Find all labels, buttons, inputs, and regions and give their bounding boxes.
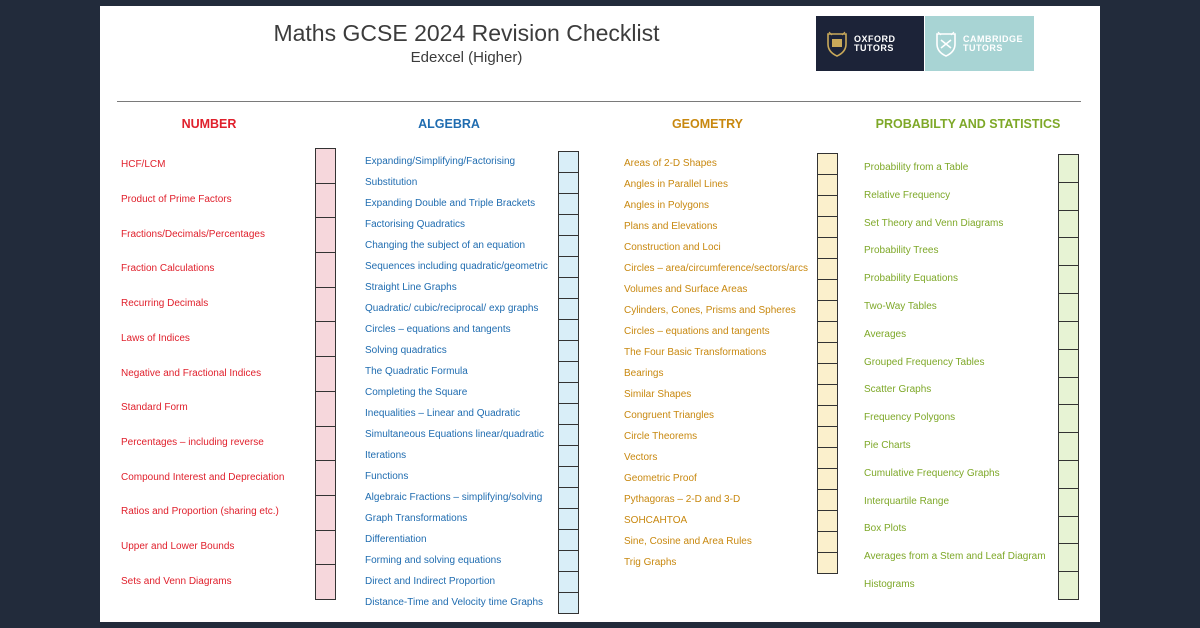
checkbox-probability[interactable] (1058, 488, 1079, 517)
checkbox-probability[interactable] (1058, 349, 1079, 378)
checkbox-probability[interactable] (1058, 543, 1079, 572)
checklist-item-probability: Interquartile Range (864, 495, 950, 507)
checkbox-geometry[interactable] (817, 510, 838, 532)
checklist-item-probability: Grouped Frequency Tables (864, 356, 985, 368)
checklist-item-algebra: Solving quadratics (365, 344, 447, 356)
checklist-item-geometry: Circles – equations and tangents (624, 325, 770, 337)
checklist-item-number: Fraction Calculations (121, 263, 215, 275)
checkbox-geometry[interactable] (817, 384, 838, 406)
checklist-item-algebra: Expanding Double and Triple Brackets (365, 197, 536, 209)
cambridge-tutors-logo (925, 16, 1034, 71)
oxford-tutors-logo (816, 16, 924, 71)
checklist-item-algebra: Direct and Indirect Proportion (365, 575, 496, 587)
checklist-item-algebra: Circles – equations and tangents (365, 323, 511, 335)
checkbox-number[interactable] (315, 252, 336, 288)
checkbox-algebra[interactable] (558, 403, 579, 425)
checklist-item-geometry: Construction and Loci (624, 241, 721, 253)
checklist-item-number: Percentages – including reverse (121, 436, 264, 448)
checkbox-probability[interactable] (1058, 432, 1079, 461)
checkbox-algebra[interactable] (558, 550, 579, 572)
checklist-item-algebra: Inequalities – Linear and Quadratic (365, 407, 521, 419)
checkbox-geometry[interactable] (817, 216, 838, 238)
checklist-item-geometry: Angles in Polygons (624, 199, 710, 211)
checkbox-geometry[interactable] (817, 195, 838, 217)
checklist-item-geometry: Trig Graphs (624, 556, 677, 568)
checklist-item-number: Recurring Decimals (121, 298, 209, 310)
cambridge-logo-line2: TUTORS (963, 42, 1003, 53)
checklist-item-probability: Pie Charts (864, 440, 911, 452)
oxford-logo-line1: OXFORD (854, 33, 896, 44)
checkbox-algebra[interactable] (558, 256, 579, 278)
checklist-item-geometry: Geometric Proof (624, 472, 697, 484)
checklist-item-probability: Averages from a Stem and Leaf Diagram (864, 551, 1046, 563)
checkbox-geometry[interactable] (817, 237, 838, 259)
checkbox-algebra[interactable] (558, 529, 579, 551)
checkbox-number[interactable] (315, 183, 336, 218)
oxford-logo-line2: TUTORS (854, 42, 894, 53)
checklist-item-geometry: The Four Basic Transformations (624, 346, 767, 358)
page-title: Maths GCSE 2024 Revision Checklist (273, 20, 660, 46)
checklist-item-algebra: Completing the Square (365, 386, 468, 398)
checklist-item-number: Fractions/Decimals/Percentages (121, 228, 265, 240)
checklist-item-geometry: SOHCAHTOA (624, 514, 688, 526)
checklist-item-algebra: Sequences including quadratic/geometric (365, 260, 548, 272)
page-subtitle: Edexcel (Higher) (410, 49, 523, 66)
checkbox-number[interactable] (315, 287, 336, 322)
checkbox-geometry[interactable] (817, 279, 838, 301)
checkbox-algebra[interactable] (558, 466, 579, 488)
checklist-item-number: Standard Form (121, 402, 188, 414)
checklist-item-probability: Probability Equations (864, 273, 958, 285)
checkbox-algebra[interactable] (558, 298, 579, 320)
checklist-item-algebra: Algebraic Fractions – simplifying/solving (365, 491, 543, 503)
checklist-item-geometry: Volumes and Surface Areas (624, 283, 748, 295)
checklist-item-probability: Scatter Graphs (864, 384, 932, 396)
checkbox-probability[interactable] (1058, 516, 1079, 544)
checkbox-algebra[interactable] (558, 487, 579, 509)
checkbox-algebra[interactable] (558, 508, 579, 530)
checklist-item-geometry: Pythagoras – 2-D and 3-D (624, 493, 741, 505)
checkbox-number[interactable] (315, 564, 336, 600)
checklist-item-number: Upper and Lower Bounds (121, 540, 235, 552)
checklist-item-probability: Probability from a Table (864, 161, 969, 173)
cambridge-logo-line1: CAMBRIDGE (963, 33, 1023, 44)
checkbox-probability[interactable] (1058, 377, 1079, 405)
checkbox-algebra[interactable] (558, 571, 579, 593)
checklist-item-algebra: Graph Transformations (365, 512, 468, 524)
checkbox-geometry[interactable] (817, 531, 838, 553)
checklist-item-geometry: Areas of 2-D Shapes (624, 157, 717, 169)
checkbox-probability[interactable] (1058, 321, 1079, 350)
checklist-item-algebra: Distance-Time and Velocity time Graphs (365, 596, 544, 608)
checklist-item-number: Ratios and Proportion (sharing etc.) (121, 506, 279, 518)
checklist-item-algebra: Quadratic/ cubic/reciprocal/ exp graphs (365, 302, 539, 314)
checkbox-probability[interactable] (1058, 293, 1079, 322)
checkbox-probability[interactable] (1058, 182, 1079, 211)
checklist-item-probability: Box Plots (864, 523, 907, 535)
checkbox-algebra[interactable] (558, 319, 579, 341)
checkbox-geometry[interactable] (817, 258, 838, 280)
cambridge-crest-icon (935, 31, 957, 57)
checklist-item-algebra: The Quadratic Formula (365, 365, 468, 377)
checklist-item-geometry: Similar Shapes (624, 388, 692, 400)
checkbox-algebra[interactable] (558, 277, 579, 299)
checkbox-algebra[interactable] (558, 592, 579, 614)
checkbox-geometry[interactable] (817, 405, 838, 427)
checkbox-probability[interactable] (1058, 154, 1079, 183)
checkbox-geometry[interactable] (817, 342, 838, 364)
checkbox-geometry[interactable] (817, 363, 838, 385)
checklist-item-algebra: Expanding/Simplifying/Factorising (365, 155, 516, 167)
checkbox-probability[interactable] (1058, 210, 1079, 238)
checkbox-algebra[interactable] (558, 172, 579, 194)
checkbox-geometry[interactable] (817, 174, 838, 196)
checkbox-algebra[interactable] (558, 382, 579, 404)
checkbox-probability[interactable] (1058, 571, 1079, 600)
checkbox-geometry[interactable] (817, 489, 838, 511)
checkbox-number[interactable] (315, 460, 336, 496)
checkbox-algebra[interactable] (558, 340, 579, 362)
checklist-item-geometry: Cylinders, Cones, Prisms and Spheres (624, 304, 796, 316)
checkbox-geometry[interactable] (817, 426, 838, 448)
checkbox-algebra[interactable] (558, 235, 579, 257)
header-divider (117, 101, 1081, 102)
checklist-item-number: Laws of Indices (121, 332, 190, 344)
checklist-item-algebra: Functions (365, 470, 409, 482)
checkbox-probability[interactable] (1058, 237, 1079, 266)
checklist-item-algebra: Factorising Quadratics (365, 218, 466, 230)
checklist-item-probability: Averages (864, 328, 907, 340)
checkbox-algebra[interactable] (558, 193, 579, 215)
checklist-item-probability: Probability Trees (864, 245, 939, 257)
checkbox-number[interactable] (315, 391, 336, 427)
column-heading-geometry: GEOMETRY (671, 117, 744, 131)
checkbox-number[interactable] (315, 217, 336, 253)
checklist-item-number: Compound Interest and Depreciation (121, 471, 285, 483)
checklist-item-geometry: Sine, Cosine and Area Rules (624, 535, 752, 547)
checklist-sheet (100, 6, 1100, 622)
checkbox-geometry[interactable] (817, 300, 838, 322)
checkbox-geometry[interactable] (817, 321, 838, 343)
checklist-item-probability: Histograms (864, 579, 915, 591)
checkbox-probability[interactable] (1058, 265, 1079, 294)
checkbox-algebra[interactable] (558, 424, 579, 446)
checklist-item-number: Negative and Fractional Indices (121, 367, 262, 379)
checkbox-algebra[interactable] (558, 151, 579, 173)
checkbox-probability[interactable] (1058, 460, 1079, 489)
column-heading-algebra: ALGEBRA (418, 117, 480, 131)
checkbox-geometry[interactable] (817, 447, 838, 469)
checkbox-geometry[interactable] (817, 552, 838, 574)
column-heading-number: NUMBER (181, 117, 237, 131)
checkbox-number[interactable] (315, 426, 336, 461)
checkbox-number[interactable] (315, 495, 336, 531)
checkbox-number[interactable] (315, 321, 336, 357)
checklist-item-algebra: Differentiation (365, 533, 427, 545)
column-heading-probability: PROBABILTY AND STATISTICS (875, 117, 1061, 131)
checkbox-algebra[interactable] (558, 445, 579, 467)
checklist-item-geometry: Plans and Elevations (624, 220, 718, 232)
checklist-item-algebra: Straight Line Graphs (365, 281, 457, 293)
checklist-item-probability: Set Theory and Venn Diagrams (864, 217, 1004, 229)
checkbox-probability[interactable] (1058, 404, 1079, 433)
checklist-item-probability: Relative Frequency (864, 189, 951, 201)
checklist-item-geometry: Circle Theorems (624, 430, 698, 442)
checklist-item-algebra: Substitution (365, 176, 418, 188)
checklist-item-geometry: Circles – area/circumference/sectors/arcs (624, 262, 808, 274)
checklist-item-algebra: Forming and solving equations (365, 554, 502, 566)
checklist-item-number: Product of Prime Factors (121, 194, 232, 206)
checkbox-number[interactable] (315, 356, 336, 392)
checklist-item-number: Sets and Venn Diagrams (121, 575, 232, 587)
checklist-item-algebra: Changing the subject of an equation (365, 239, 526, 251)
checklist-item-algebra: Simultaneous Equations linear/quadratic (365, 428, 544, 440)
checklist-item-number: HCF/LCM (121, 159, 166, 171)
checklist-item-probability: Two-Way Tables (864, 300, 937, 312)
checkbox-geometry[interactable] (817, 153, 838, 175)
checklist-item-probability: Cumulative Frequency Graphs (864, 467, 1000, 479)
checkbox-number[interactable] (315, 148, 336, 184)
checklist-item-geometry: Vectors (624, 451, 658, 463)
checklist-item-algebra: Iterations (365, 449, 407, 461)
checklist-item-probability: Frequency Polygons (864, 412, 956, 424)
checkbox-number[interactable] (315, 530, 336, 565)
checklist-item-geometry: Congruent Triangles (624, 409, 715, 421)
checkbox-algebra[interactable] (558, 214, 579, 236)
oxford-crest-icon (826, 31, 848, 57)
checkbox-algebra[interactable] (558, 361, 579, 383)
checklist-item-geometry: Bearings (624, 367, 664, 379)
checklist-item-geometry: Angles in Parallel Lines (624, 178, 728, 190)
checkbox-geometry[interactable] (817, 468, 838, 490)
